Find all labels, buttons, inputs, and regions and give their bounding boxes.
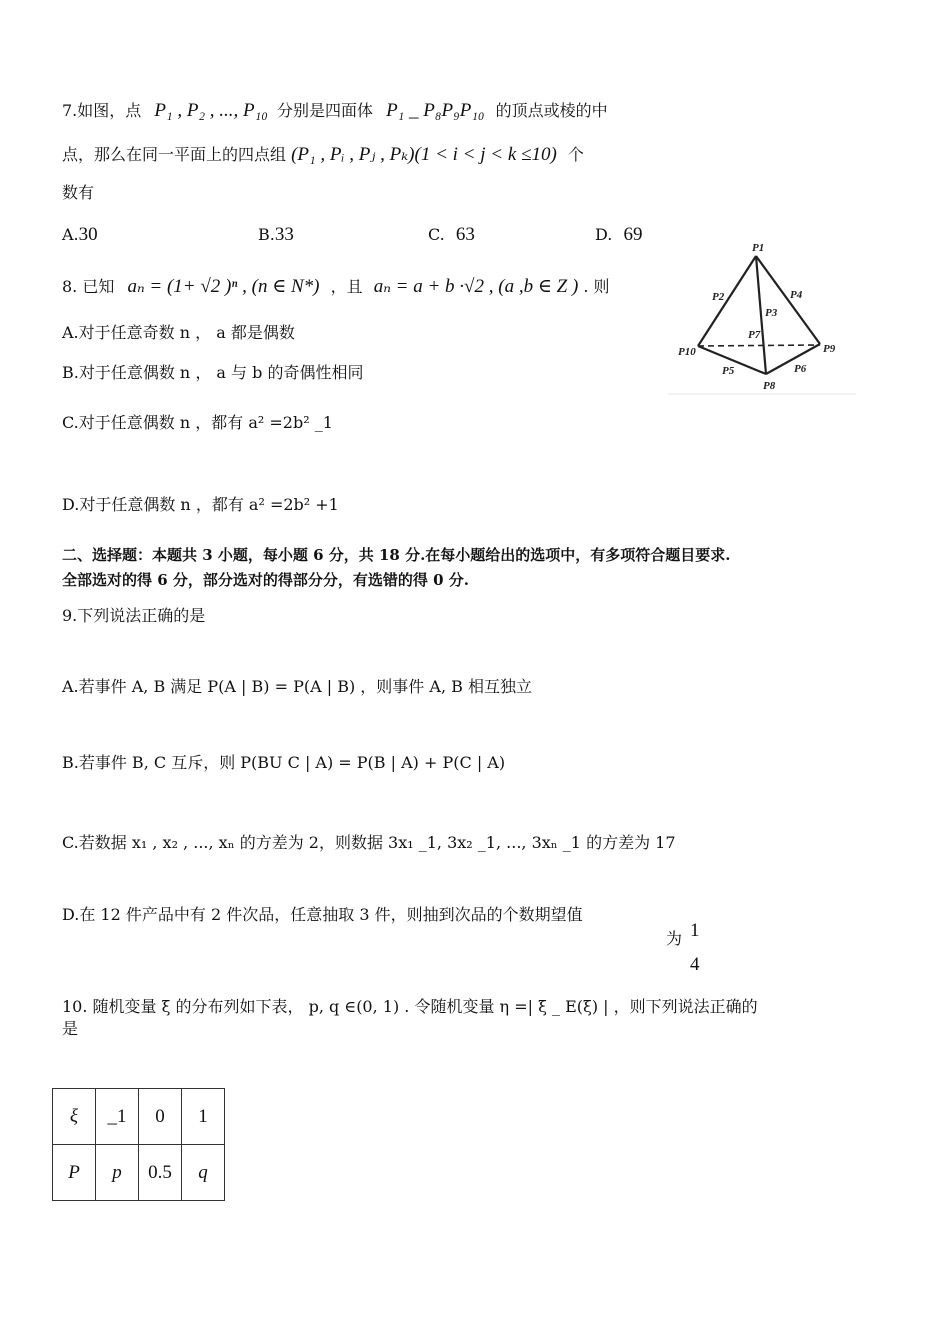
q8-option-a: A.对于任意奇数 n ， a 都是偶数: [62, 323, 295, 342]
distribution-table: [52, 1088, 225, 1201]
option-label: A.: [62, 225, 79, 244]
q9-frac-denominator: 4: [690, 954, 700, 975]
q9-option-d-wei: 为: [666, 929, 683, 948]
q10-line1: 10. 随机变量 ξ 的分布列如下表， p, q ∈(0, 1) . 令随机变量 η =| ξ _ E(ξ) | ，则下列说法正确的: [62, 997, 758, 1016]
q9-option-d: D.在 12 件产品中有 2 件次品，任意抽取 3 件，则抽到次品的个数期望值: [62, 905, 583, 924]
q7-option-b: [258, 224, 294, 246]
option-value: 33: [274, 224, 294, 245]
q9-option-a: A.若事件 A, B 满足 P(A | B) = P(A | B) ，则事件 A, B 相互独立: [62, 677, 532, 696]
q7-ge: 个: [567, 145, 584, 164]
table-cell: q: [182, 1145, 225, 1201]
q9-option-b: B.若事件 B, C 互斥，则 P(BU C | A) = P(B | A) + P(C | A): [62, 753, 506, 772]
edge-p1-p9: [756, 256, 820, 344]
table-cell: _1: [96, 1089, 139, 1145]
q8-option-c: C.对于任意偶数 n ，都有 a² =2b² _1: [62, 413, 333, 432]
q7-line3: 数有: [62, 183, 95, 202]
edge-p8-p9: [766, 344, 820, 374]
table-row: [53, 1145, 225, 1201]
q7-tetra: P₁ _ P₈P₉P₁₀: [386, 100, 485, 121]
label-p2: P2: [712, 291, 725, 303]
label-p7: P7: [748, 329, 761, 341]
table-cell: ξ: [53, 1089, 96, 1145]
q8-expr1: aₙ = (1+ √2 )ⁿ , (n ∈ N*): [127, 276, 320, 297]
q7-option-a: [62, 224, 98, 246]
q8-stem: [62, 276, 610, 298]
label-p9: P9: [823, 343, 836, 355]
option-label: D.: [595, 225, 613, 244]
q7-intro: 7.如图，点: [62, 101, 142, 120]
q8-mid: ，且: [330, 277, 363, 296]
option-value: 30: [78, 224, 98, 245]
label-p4: P4: [790, 289, 803, 301]
q8-option-d: D.对于任意偶数 n ，都有 a² =2b² +1: [62, 495, 339, 514]
q9-option-c: C.若数据 x₁ , x₂ , ..., xₙ 的方差为 2，则数据 3x₁ _1, 3x₂ _1, ..., 3xₙ _1 的方差为 17: [62, 833, 676, 852]
label-p8: P8: [763, 380, 776, 392]
q8-end: . 则: [583, 277, 610, 296]
table-row: [53, 1089, 225, 1145]
q9-frac-numerator: 1: [690, 920, 700, 941]
section2-line2: 全部选对的得 6 分，部分选对的得部分分，有选错的得 0 分.: [62, 571, 469, 589]
option-label: B.: [258, 225, 275, 244]
table-cell: 1: [182, 1089, 225, 1145]
option-label: C.: [428, 225, 445, 244]
q7-line2-text: 点，那么在同一平面上的四点组: [62, 145, 287, 164]
q7-group: (P₁ , Pᵢ , Pⱼ , Pₖ)(1 < i < j < k ≤10): [291, 144, 557, 165]
q9-stem: 9.下列说法正确的是: [62, 606, 206, 625]
q8-intro: 8. 已知: [62, 277, 115, 296]
q7-option-c: [428, 224, 475, 246]
q8-option-b: B.对于任意偶数 n ， a 与 b 的奇偶性相同: [62, 363, 364, 382]
label-p6: P6: [794, 363, 807, 375]
table-cell: 0.5: [139, 1145, 182, 1201]
option-value: 63: [455, 224, 475, 245]
label-p1: P1: [752, 242, 765, 254]
edge-p10-p9-hidden: [698, 345, 820, 346]
q8-expr2: aₙ = a + b ·√2 , (a ,b ∈ Z ): [373, 276, 579, 297]
label-p10: P10: [678, 346, 696, 358]
q10-line2: 是: [62, 1019, 79, 1038]
q7-points: P₁ , P₂ , ..., P₁₀: [154, 100, 268, 121]
q7-mid: 分别是四面体: [276, 101, 373, 120]
q7-line1: [62, 100, 608, 122]
table-cell: 0: [139, 1089, 182, 1145]
section2-line1: 二、选择题：本题共 3 小题，每小题 6 分，共 18 分.在每小题给出的选项中，有多项符合题目要求.: [62, 546, 731, 564]
tetrahedron-figure: [668, 238, 858, 398]
label-p3: P3: [765, 307, 778, 319]
q7-option-d: [595, 224, 642, 246]
table-cell: P: [53, 1145, 96, 1201]
q7-line2: [62, 144, 584, 166]
table-cell: p: [96, 1145, 139, 1201]
label-p5: P5: [722, 365, 735, 377]
q7-end: 的顶点或棱的中: [495, 101, 608, 120]
option-value: 69: [623, 224, 643, 245]
